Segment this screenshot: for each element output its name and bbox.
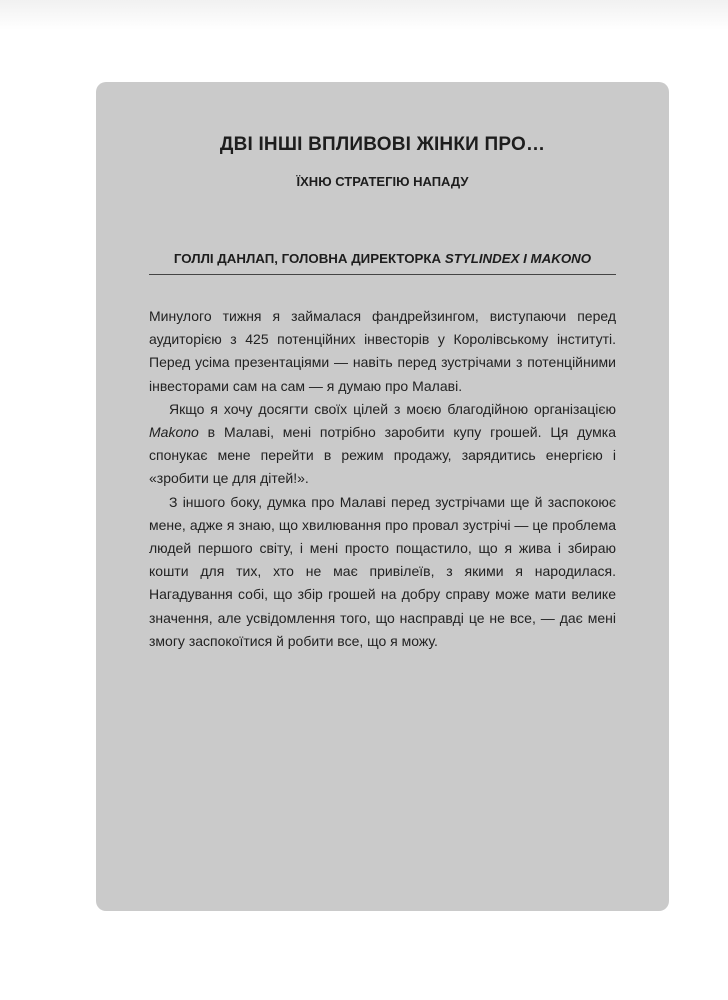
previous-page-bleed (0, 0, 728, 30)
person-heading (149, 251, 616, 275)
paragraph-3: З іншого боку, думка про Малаві перед зустрічами ще й заспокоює мене, адже я знаю, що хвилювання про провал зустрічі — це проблема людей першого світу, і мені просто пощастило, що я жива і збираю кошти для тих, хто не має привілеїв, з якими я народилася. Нагадування собі, що збір грошей на добру справу може мати велике значення, але усвідомлення того, що насправді це не все, — дає мені змогу заспокоїтися й робити все, що я можу. (149, 493, 616, 649)
body-text (149, 305, 616, 653)
paragraph-2-start: Якщо я хочу досягти своїх цілей з моєю благодійною організацією (169, 400, 616, 417)
paragraph-2 (149, 398, 616, 491)
paragraph-2-end: в Малаві, мені потрібно заробити купу грошей. Ця думка спонукає мене перейти в режим продажу, зарядитись енергією і «зробити це для дітей!». (149, 424, 616, 487)
organization-name: Makono (149, 424, 199, 441)
person-name-role: ГОЛЛІ ДАНЛАП, ГОЛОВНА ДИРЕКТОРКА (173, 251, 445, 266)
sidebar-box (96, 82, 669, 911)
paragraph-1: Минулого тижня я займалася фандрейзингом, виступаючи перед аудиторією з 425 потенційних інвесторів у Королівському інституті. Перед усіма презентаціями — навіть перед зустрічами з потенційними інвесторами сам на сам — я думаю про Малаві. (149, 308, 616, 394)
box-title: ДВІ ІНШІ ВПЛИВОВІ ЖІНКИ ПРО… (219, 134, 546, 155)
box-subtitle: ЇХНЮ СТРАТЕГІЮ НАПАДУ (296, 174, 469, 189)
person-companies: STYLINDEX I MAKONO (444, 251, 592, 266)
